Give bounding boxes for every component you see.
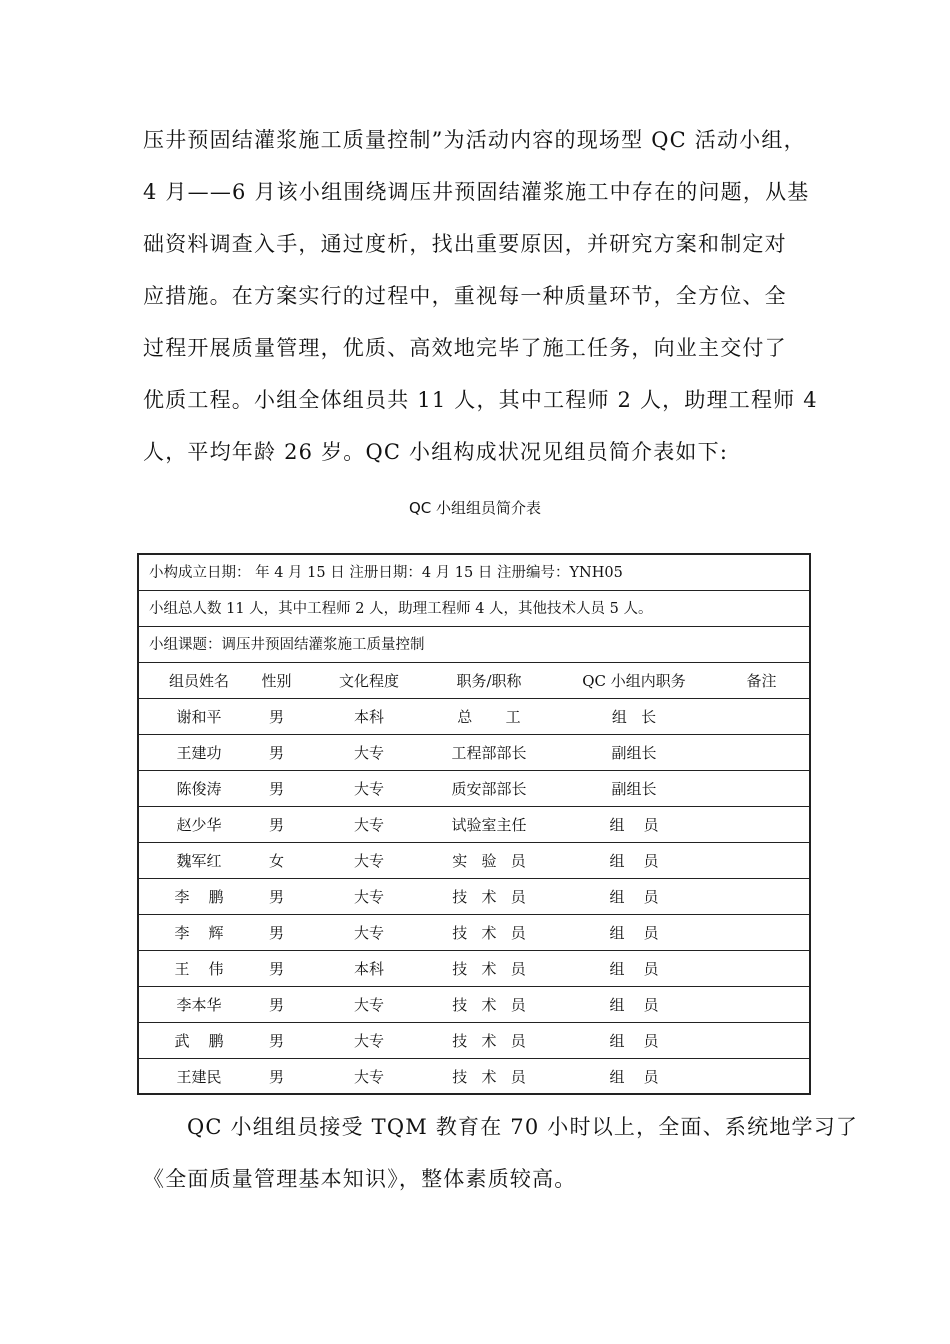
- info-row-headcount: 小组总人数 11 人，其中工程师 2 人，助理工程师 4 人，其他技术人员 5 人。: [139, 591, 809, 627]
- member-gender: 男: [268, 996, 284, 1014]
- table-row: [139, 1023, 809, 1059]
- member-gender: 男: [268, 816, 284, 834]
- member-name: 陈俊涛: [176, 780, 222, 798]
- table-caption: QC 小组组员简介表: [408, 499, 542, 517]
- member-name: 谢和平: [176, 708, 222, 726]
- member-education: 大专: [353, 816, 384, 834]
- info-row-topic: 小组课题：调压井预固结灌浆施工质量控制: [139, 627, 809, 663]
- member-gender: 男: [268, 708, 284, 726]
- paragraph-line: 《全面质量管理基本知识》，整体素质较高。: [143, 1167, 577, 1191]
- member-education: 大专: [353, 1032, 384, 1050]
- table-row: [139, 951, 809, 987]
- member-qc-role: 组 员: [609, 960, 659, 978]
- member-name: 李 鹏: [174, 888, 224, 906]
- member-remarks: [724, 915, 799, 951]
- table-row: [139, 879, 809, 915]
- member-name: 魏军红: [176, 852, 222, 870]
- member-position: 技 术 员: [452, 888, 526, 906]
- member-education: 大专: [353, 744, 384, 762]
- member-remarks: [724, 807, 799, 843]
- member-position: 技 术 员: [452, 960, 526, 978]
- table-row: [139, 807, 809, 843]
- table-header-row: [139, 663, 809, 699]
- member-remarks: [724, 699, 799, 735]
- member-name: 赵少华: [176, 816, 222, 834]
- header-gender: 性别: [261, 672, 292, 690]
- paragraph-line: 优质工程。小组全体组员共 11 人，其中工程师 2 人，助理工程师 4: [143, 388, 818, 412]
- member-gender: 男: [268, 744, 284, 762]
- member-name: 李 辉: [174, 924, 224, 942]
- member-gender: 女: [268, 852, 284, 870]
- member-position: 实 验 员: [452, 852, 526, 870]
- member-gender: 男: [268, 888, 284, 906]
- member-education: 大专: [353, 888, 384, 906]
- member-position: 试验室主任: [451, 816, 527, 834]
- member-education: 大专: [353, 780, 384, 798]
- info-row-dates: 小构成立日期： 年 4 月 15 日 注册日期：4 月 15 日 注册编号：YNH05: [139, 555, 809, 591]
- member-position: 总 工: [457, 708, 521, 726]
- member-qc-role: 组 员: [609, 924, 659, 942]
- table-row: [139, 915, 809, 951]
- member-name: 李本华: [176, 996, 222, 1014]
- member-qc-role: 组 员: [609, 852, 659, 870]
- member-remarks: [724, 1059, 799, 1095]
- member-remarks: [724, 987, 799, 1023]
- paragraph-line: 4 月——6 月该小组围绕调压井预固结灌浆施工中存在的问题，从基: [143, 180, 810, 204]
- table-row: [139, 843, 809, 879]
- member-qc-role: 组 员: [609, 996, 659, 1014]
- member-qc-role: 组 员: [609, 1032, 659, 1050]
- member-position: 质安部部长: [451, 780, 527, 798]
- member-education: 本科: [353, 960, 384, 978]
- member-position: 工程部部长: [451, 744, 527, 762]
- member-gender: 男: [268, 780, 284, 798]
- member-remarks: [724, 771, 799, 807]
- table-row: [139, 987, 809, 1023]
- paragraph-line: 压井预固结灌浆施工质量控制”为活动内容的现场型 QC 活动小组，: [143, 128, 806, 152]
- member-name: 王建功: [176, 744, 222, 762]
- member-name: 武 鹏: [174, 1032, 224, 1050]
- member-education: 大专: [353, 996, 384, 1014]
- paragraph-line: QC 小组组员接受 TQM 教育在 70 小时以上，全面、系统地学习了: [187, 1115, 859, 1139]
- member-qc-role: 组 员: [609, 1068, 659, 1086]
- member-education: 本科: [353, 708, 384, 726]
- member-name: 王 伟: [174, 960, 224, 978]
- member-remarks: [724, 879, 799, 915]
- member-table: [137, 553, 811, 1095]
- member-remarks: [724, 1023, 799, 1059]
- member-gender: 男: [268, 960, 284, 978]
- header-education: 文化程度: [338, 672, 399, 690]
- paragraph-line: 过程开展质量管理，优质、高效地完毕了施工任务，向业主交付了: [143, 336, 787, 360]
- member-qc-role: 组 长: [611, 708, 657, 726]
- member-qc-role: 组 员: [609, 888, 659, 906]
- table-row: [139, 1059, 809, 1095]
- member-gender: 男: [268, 924, 284, 942]
- paragraph-line: 础资料调查入手，通过度析，找出重要原因，并研究方案和制定对: [143, 232, 787, 256]
- member-gender: 男: [268, 1032, 284, 1050]
- member-qc-role: 组 员: [609, 816, 659, 834]
- member-position: 技 术 员: [452, 1068, 526, 1086]
- member-education: 大专: [353, 924, 384, 942]
- header-name: 组员姓名: [168, 672, 229, 690]
- member-remarks: [724, 951, 799, 987]
- member-education: 大专: [353, 852, 384, 870]
- header-position: 职务/职称: [456, 672, 522, 690]
- header-remarks: 备注: [746, 672, 777, 690]
- member-gender: 男: [268, 1068, 284, 1086]
- paragraph-line: 应措施。在方案实行的过程中，重视每一种质量环节，全方位、全: [143, 284, 787, 308]
- member-qc-role: 副组长: [611, 744, 657, 762]
- paragraph-line: 人，平均年龄 26 岁。QC 小组构成状况见组员简介表如下:: [143, 440, 729, 464]
- table-row: [139, 735, 809, 771]
- member-education: 大专: [353, 1068, 384, 1086]
- member-remarks: [724, 843, 799, 879]
- member-position: 技 术 员: [452, 996, 526, 1014]
- member-qc-role: 副组长: [611, 780, 657, 798]
- header-qc-role: QC 小组内职务: [582, 672, 686, 690]
- member-position: 技 术 员: [452, 924, 526, 942]
- member-name: 王建民: [176, 1068, 222, 1086]
- table-row: [139, 771, 809, 807]
- member-remarks: [724, 735, 799, 771]
- member-position: 技 术 员: [452, 1032, 526, 1050]
- table-row: [139, 699, 809, 735]
